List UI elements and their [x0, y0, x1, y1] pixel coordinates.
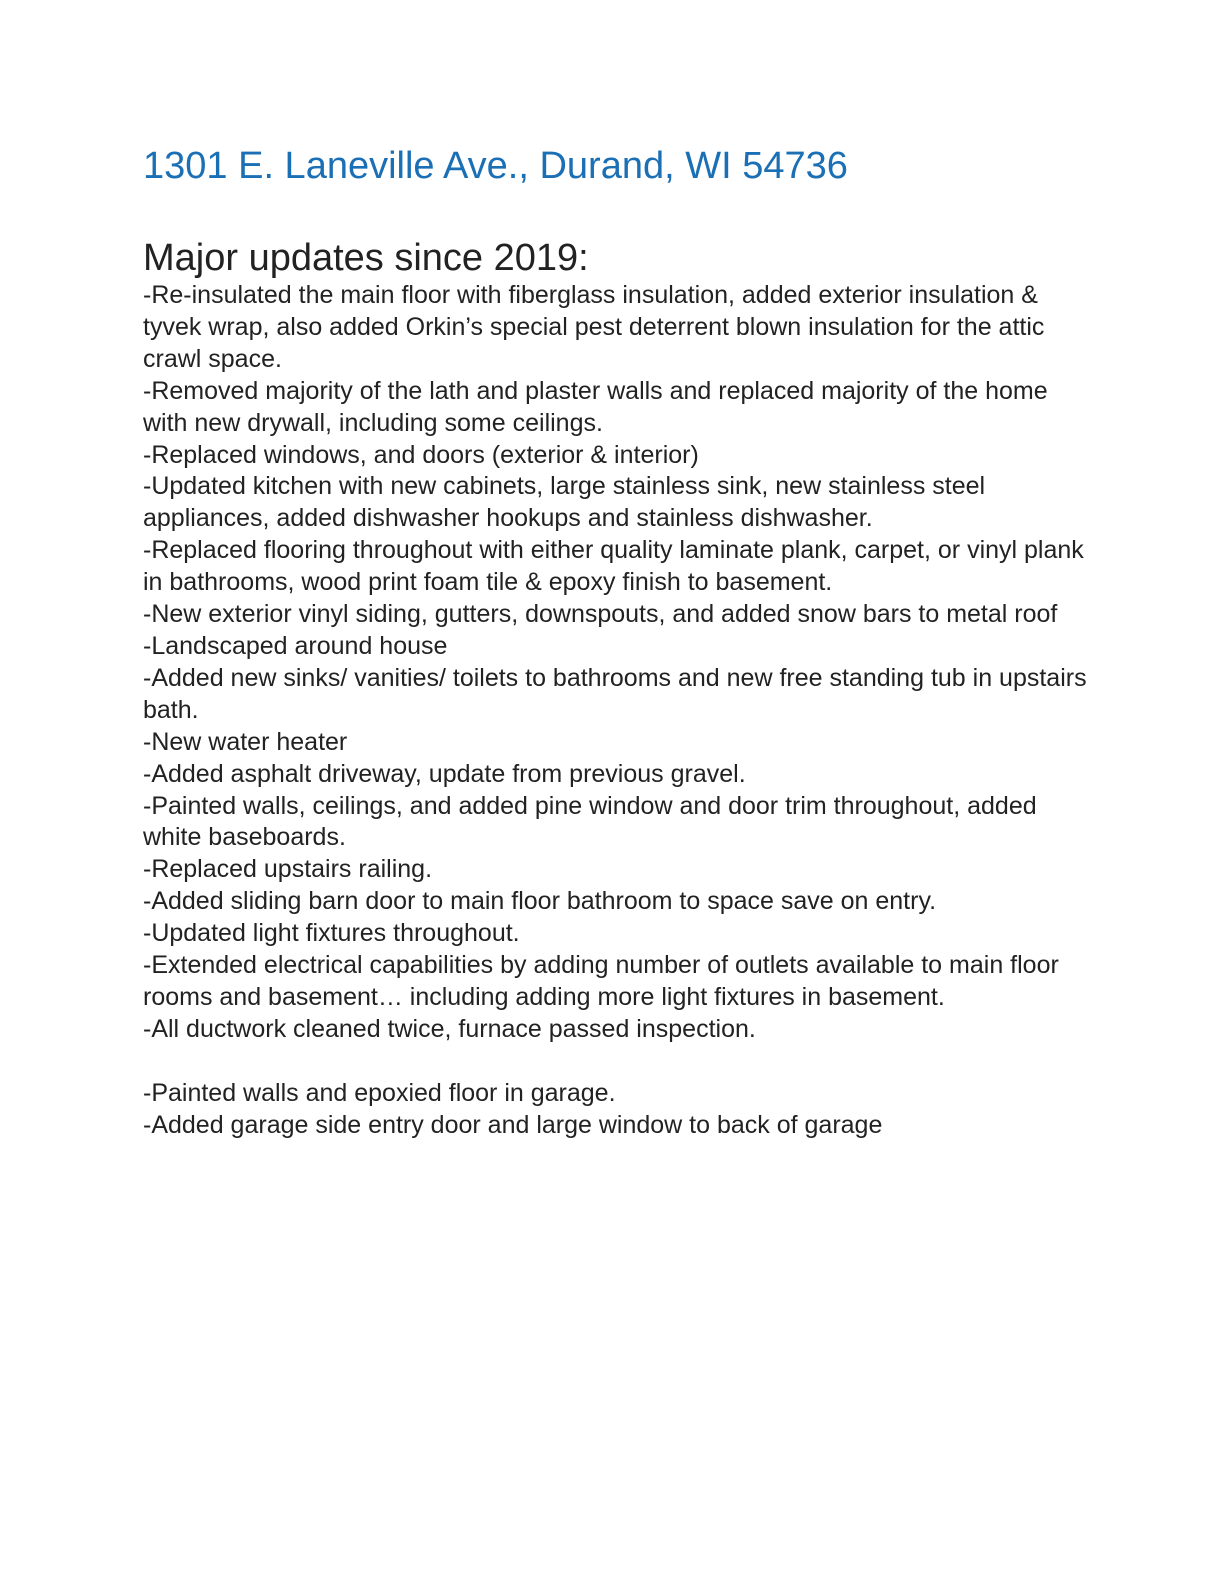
update-item: -Replaced upstairs railing. [143, 855, 433, 884]
update-item: -Painted walls, ceilings, and added pine window and door trim throughout, added white baseboards. [143, 791, 1037, 852]
update-item: -All ductwork cleaned twice, furnace passed inspection. [143, 1014, 756, 1043]
update-item: -Replaced flooring throughout with either quality laminate plank, carpet, or vinyl plank in bathrooms, wood print foam tile & epoxy finish to basement. [143, 536, 1084, 597]
update-item: -New exterior vinyl siding, gutters, downspouts, and added snow bars to metal roof [143, 600, 1058, 629]
updates-heading: Major updates since 2019: [143, 237, 589, 279]
update-item: -Updated kitchen with new cabinets, large stainless sink, new stainless steel appliances, added dishwasher hookups and stainless dishwasher. [143, 472, 986, 533]
garage-update-item: -Painted walls and epoxied floor in garage. [143, 1078, 616, 1107]
update-item: -Replaced windows, and doors (exterior & interior) [143, 440, 699, 469]
update-item: -Extended electrical capabilities by adding number of outlets available to main floor rooms and basement… including adding more light fixtures in basement. [143, 951, 1059, 1011]
property-address: 1301 E. Laneville Ave., Durand, WI 54736 [143, 145, 848, 187]
garage-update-item: -Added garage side entry door and large window to back of garage [143, 1110, 883, 1139]
update-item: -Removed majority of the lath and plaster walls and replaced majority of the home with new drywall, including some ceilings. [143, 376, 1048, 437]
update-item: -Landscaped around house [143, 631, 448, 660]
update-item: -New water heater [143, 727, 348, 756]
update-item: -Added new sinks/ vanities/ toilets to bathrooms and new free standing tub in upstairs bath. [143, 663, 1087, 724]
list-spacer [143, 1046, 1093, 1078]
update-item: -Added sliding barn door to main floor bathroom to space save on entry. [143, 887, 937, 916]
updates-list [143, 280, 1093, 1141]
update-item: -Re-insulated the main floor with fiberglass insulation, added exterior insulation & tyvek wrap, also added Orkin’s special pest deterrent blown insulation for the attic crawl space. [143, 281, 1045, 373]
update-item: -Updated light fixtures throughout. [143, 919, 520, 948]
update-item: -Added asphalt driveway, update from previous gravel. [143, 759, 746, 788]
